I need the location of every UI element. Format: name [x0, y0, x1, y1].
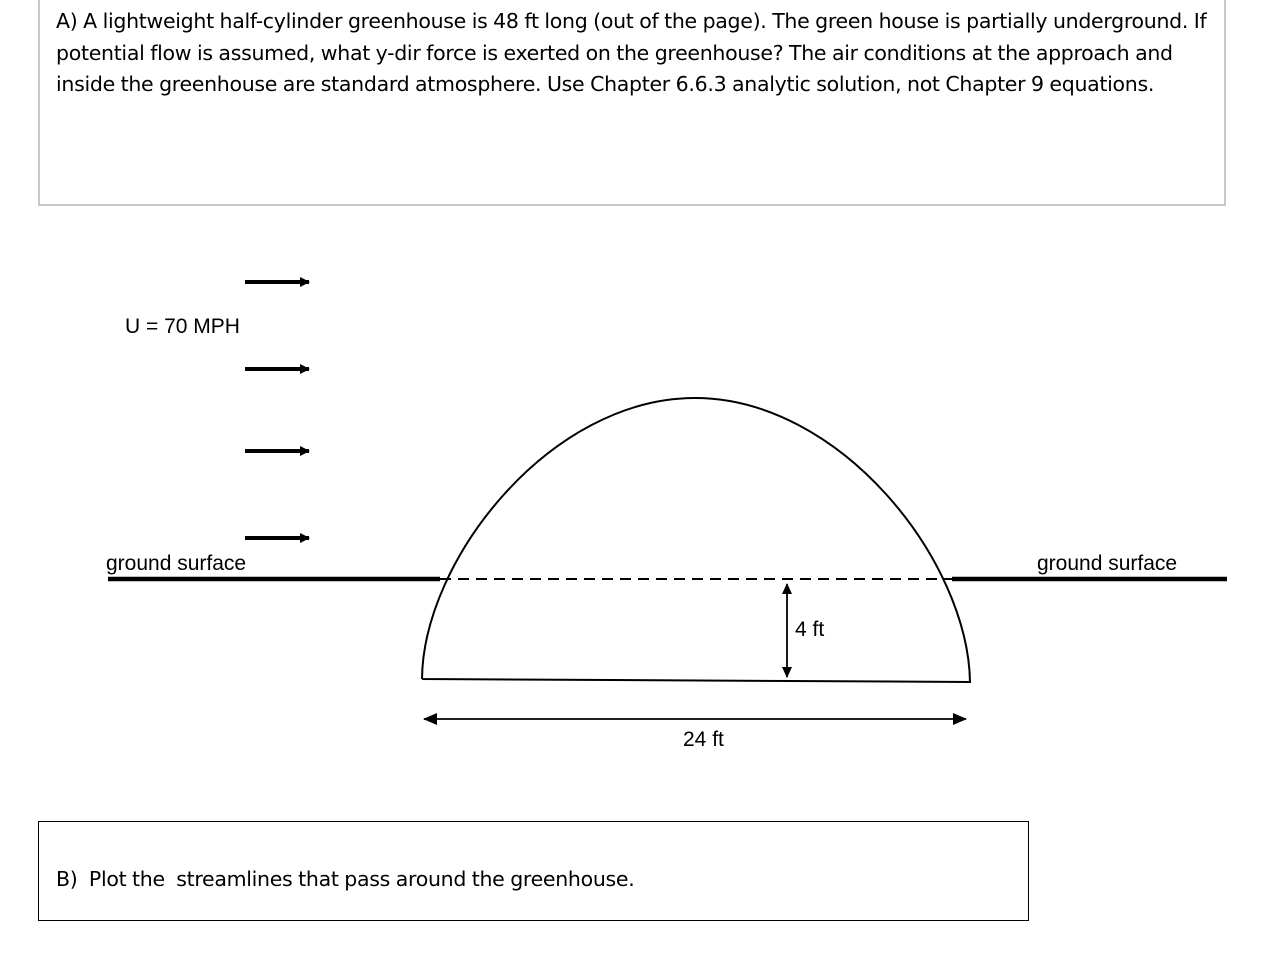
- depth-label: 4 ft: [795, 618, 825, 641]
- part-a-problem-text: A) A lightweight half-cylinder greenhouse is 48 ft long (out of the page). The green house is partially underground. If potential flow is assumed, what y-dir force is exerted on the greenhouse? The air conditions at the approach and inside the greenhouse are standard atmosphere. Use Chapter 6.6.3 analytic solution, not Chapter 9 equations.: [56, 9, 1207, 96]
- ground-label-left: ground surface: [106, 552, 247, 575]
- ground-label-right: ground surface: [1037, 552, 1178, 575]
- flow-arrows: [245, 282, 309, 538]
- greenhouse-outline: [422, 398, 970, 682]
- part-b-problem-text: B) Plot the streamlines that pass around the greenhouse.: [56, 867, 635, 891]
- velocity-label: U = 70 MPH: [125, 315, 240, 338]
- width-label: 24 ft: [683, 728, 724, 751]
